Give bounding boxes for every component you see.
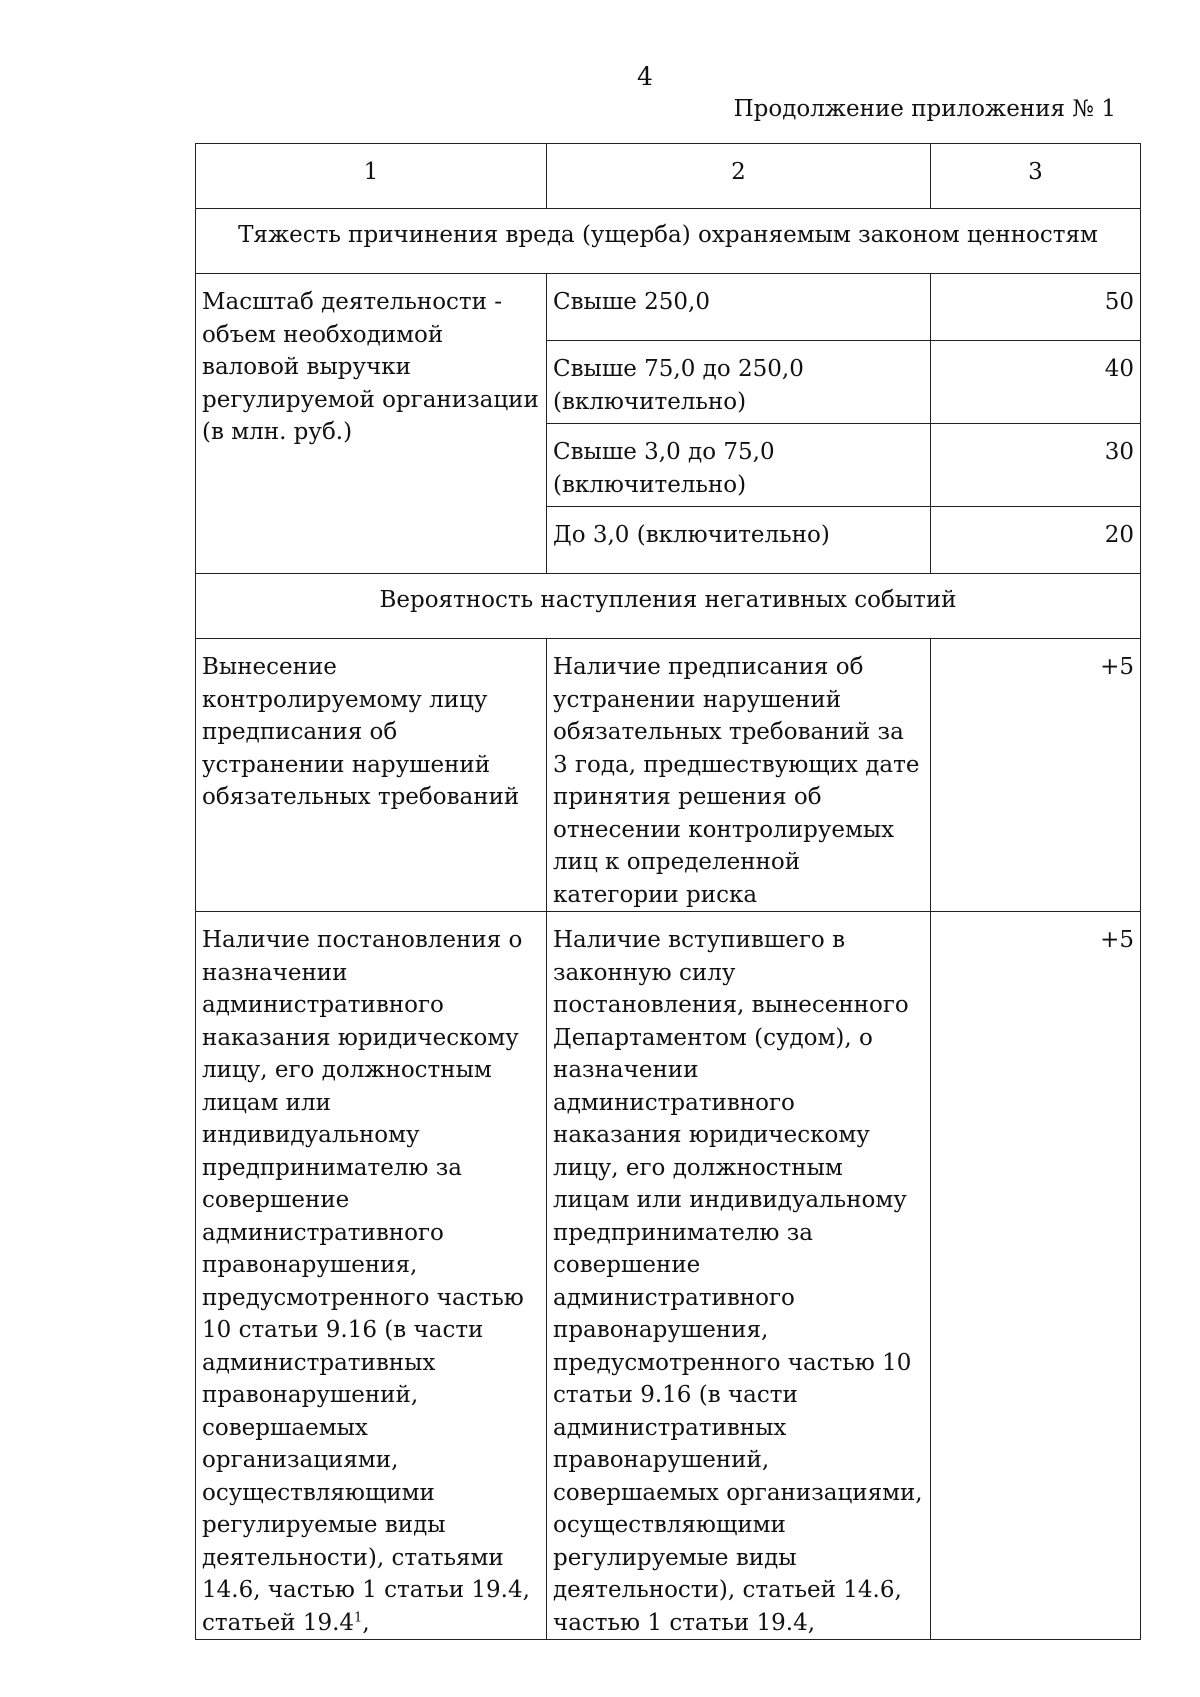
column-number-2: 2 <box>547 144 931 209</box>
points-cell: 20 <box>931 507 1141 574</box>
points-cell: +5 <box>931 912 1141 1640</box>
section-header-row <box>196 209 1141 274</box>
column-number-3: 3 <box>931 144 1141 209</box>
column-number-1: 1 <box>196 144 547 209</box>
criterion-cell <box>196 912 547 1640</box>
points-cell: 50 <box>931 274 1141 341</box>
points-cell: 40 <box>931 341 1141 424</box>
points-cell: 30 <box>931 424 1141 507</box>
section-header-row <box>196 574 1141 639</box>
criteria-table <box>195 143 1141 1640</box>
points-cell: +5 <box>931 639 1141 912</box>
criterion-text: Наличие постановления о назначении административного наказания юридическому лицу, его должностным лицам или индивидуальному предпринимателю за совершение административного правонарушения, предусмотренного частью 10 статьи 9.16 (в части административных правонарушений, совершаемых организациями, осуществляющими регулируемые виды деятельности), статьями 14.6, частью 1 статьи 19.4, статьей 19.4 <box>202 927 530 1636</box>
criterion-activity-scale: Масштаб деятельности - объем необходимой валовой выручки регулируемой организации (в млн. руб.) <box>196 274 547 574</box>
table-row <box>196 639 1141 912</box>
condition-cell: Наличие предписания об устранении нарушений обязательных требований за 3 года, предшествующих дате принятия решения об отнесении контролируемых лиц к определенной категории риска <box>547 639 931 912</box>
appendix-continuation-label: Продолжение приложения № 1 <box>733 96 1116 122</box>
page-number: 4 <box>637 62 653 91</box>
section-title-severity: Тяжесть причинения вреда (ущерба) охраняемым законом ценностям <box>196 209 1141 274</box>
condition-cell: Свыше 250,0 <box>547 274 931 341</box>
condition-cell: До 3,0 (включительно) <box>547 507 931 574</box>
table-row <box>196 274 1141 341</box>
section-title-probability: Вероятность наступления негативных событий <box>196 574 1141 639</box>
table-row <box>196 912 1141 1640</box>
condition-cell: Свыше 3,0 до 75,0 (включительно) <box>547 424 931 507</box>
condition-cell: Свыше 75,0 до 250,0 (включительно) <box>547 341 931 424</box>
criterion-cell: Вынесение контролируемому лицу предписания об устранении нарушений обязательных требований <box>196 639 547 912</box>
criterion-tail: , <box>362 1609 370 1636</box>
article-superscript: 1 <box>354 1609 363 1625</box>
column-number-row <box>196 144 1141 209</box>
condition-cell: Наличие вступившего в законную силу постановления, вынесенного Департаментом (судом), о назначении административного наказания юридическому лицу, его должностным лицам или индивидуальному предпринимателю за совершение административного правонарушения, предусмотренного частью 10 статьи 9.16 (в части административных правонарушений, совершаемых организациями, осуществляющими регулируемые виды деятельности), статьей 14.6, частью 1 статьи 19.4, <box>547 912 931 1640</box>
